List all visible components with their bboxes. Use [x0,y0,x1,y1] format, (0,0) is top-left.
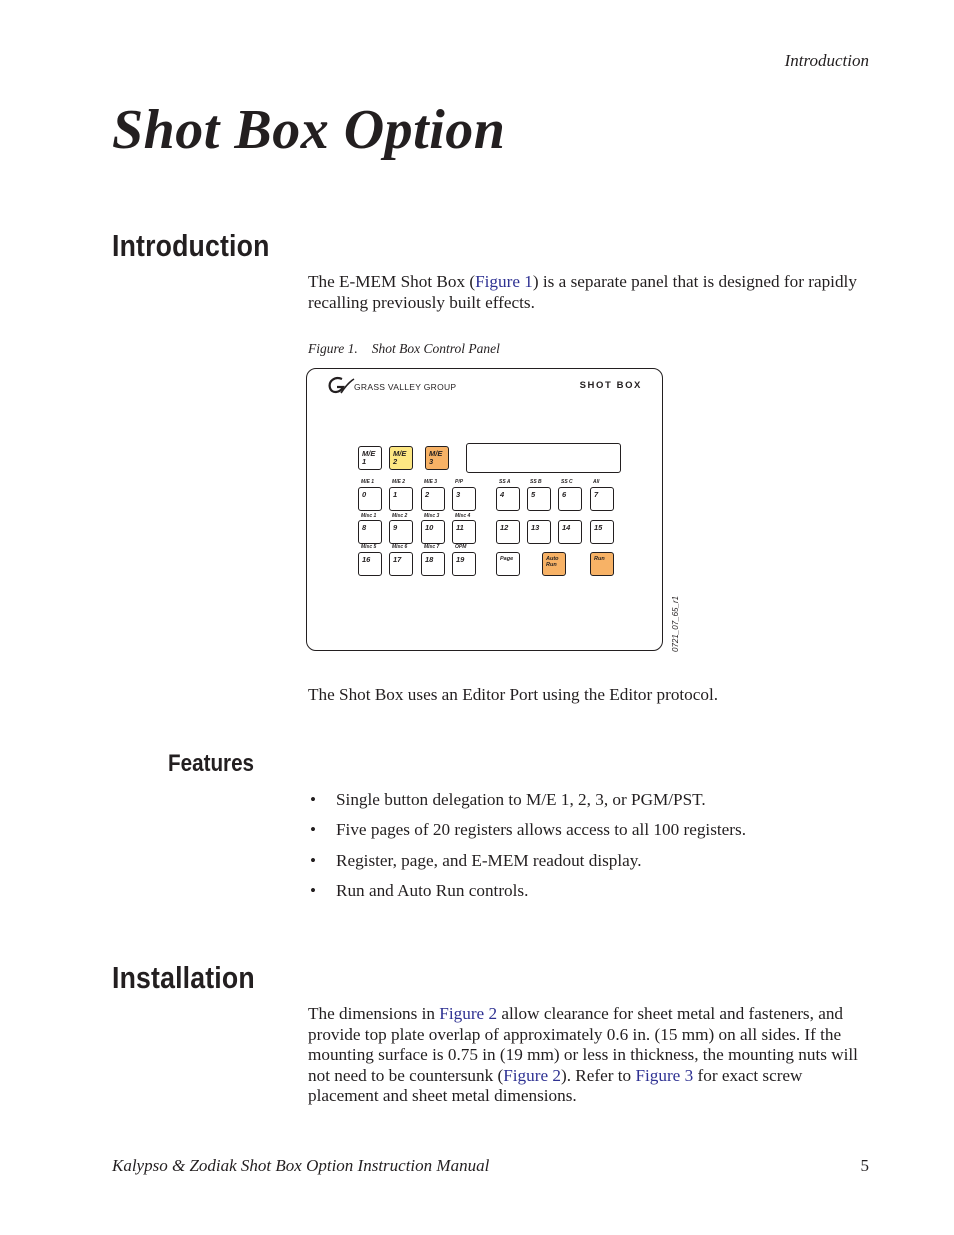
me-1-button[interactable]: M/E 1 [358,446,382,470]
register-6-button[interactable]: 6 [558,487,582,511]
introduction-heading: Introduction [112,228,270,263]
me-3-button[interactable]: M/E 3 [425,446,449,470]
footer-page-number: 5 [860,1156,869,1175]
footer-manual-title: Kalypso & Zodiak Shot Box Option Instruction Manual [112,1156,490,1175]
register-5-button[interactable]: 5 [527,487,551,511]
button-label: Misc 2 [392,513,408,519]
editor-port-paragraph: The Shot Box uses an Editor Port using the Editor protocol. [308,685,719,704]
installation-heading: Installation [112,960,255,995]
bullet-icon: • [310,880,317,900]
register-8-button[interactable]: 8 [358,520,382,544]
button-label: Misc 5 [361,544,377,550]
bullet-icon: • [310,790,317,809]
register-17-button[interactable]: 17 [389,552,413,576]
button-label: Misc 7 [424,544,440,550]
register-10-button[interactable]: 10 [421,520,445,544]
panel-title: SHOT BOX [579,380,642,391]
figure-title: Shot Box Control Panel [371,341,500,356]
button-label: OPM [455,544,467,550]
button-label: P/P [455,479,464,485]
list-item-text: Register, page, and E-MEM readout display. [336,850,642,870]
register-3-button[interactable]: 3 [452,487,476,511]
register-9-button[interactable]: 9 [389,520,413,544]
bullet-icon: • [310,820,317,840]
list-item-text: Five pages of 20 registers allows access to all 100 registers. [336,820,747,840]
intro-paragraph [308,272,874,313]
figure-2-link[interactable]: Figure 2 [439,1004,498,1023]
list-item [308,849,746,879]
readout-display [466,443,621,473]
figure-label: Figure 1. [308,341,358,356]
figure-2-link[interactable]: Figure 2 [503,1065,561,1085]
installation-text-2: allow clearance for sheet metal and fasteners, and provide top plate overlap of approximately 0.6 in. (15 mm) on all sides. If the mounting surface is 0.75 in (19 mm) or less in thickness, the mounting nuts will not need to be countersunk ( [308,1004,858,1085]
button-label: SS A [499,479,511,485]
run-button[interactable]: Run [590,552,614,576]
button-label: M/E 3 [424,479,438,485]
register-12-button[interactable]: 12 [496,520,520,544]
list-item [308,879,746,909]
grass-valley-logo-icon [327,375,355,397]
register-0-button[interactable]: 0 [358,487,382,511]
button-label: M/E 2 [392,479,406,485]
button-label: M/E 1 [361,479,375,485]
register-16-button[interactable]: 16 [358,552,382,576]
features-heading: Features [168,750,255,777]
register-1-button[interactable]: 1 [389,487,413,511]
register-19-button[interactable]: 19 [452,552,476,576]
button-label: Misc 1 [361,513,377,519]
figure-3-link[interactable]: Figure 3 [635,1065,694,1085]
installation-text-1: The dimensions in [308,1004,440,1023]
features-list [308,788,746,909]
register-4-button[interactable]: 4 [496,487,520,511]
list-item [308,788,746,818]
page-title: Shot Box Option [112,99,506,161]
installation-text-3: ). Refer to [560,1065,636,1085]
list-item [308,818,746,848]
button-label: SS C [561,479,573,485]
register-11-button[interactable]: 11 [452,520,476,544]
bullet-icon: • [310,850,317,870]
intro-text-1: The E-MEM Shot Box ( [308,272,476,291]
running-head: Introduction [784,51,869,70]
list-item-text: Single button delegation to M/E 1, 2, 3, or PGM/PST. [336,790,706,809]
installation-text-4: for exact screw placement and sheet metal dimensions. [308,1065,803,1105]
me-2-button[interactable]: M/E 2 [389,446,413,470]
shot-box-panel [306,368,663,651]
logo-text: GRASS VALLEY GROUP [354,382,457,392]
figure-reference-number: 0721_07_65_r1 [671,595,680,652]
intro-text-2: ) is a separate panel that is designed for rapidly recalling previously built effects. [308,272,857,312]
button-label: SS B [530,479,542,485]
page-button[interactable]: Page [496,552,520,576]
register-2-button[interactable]: 2 [421,487,445,511]
button-label: All [593,479,600,485]
register-7-button[interactable]: 7 [590,487,614,511]
list-item-text: Run and Auto Run controls. [336,880,529,900]
button-label: Misc 4 [455,513,471,519]
register-13-button[interactable]: 13 [527,520,551,544]
figure-1-link[interactable]: Figure 1 [475,272,533,291]
installation-paragraph [308,1004,874,1107]
button-label: Misc 6 [392,544,408,550]
auto-run-button[interactable]: Auto Run [542,552,566,576]
register-14-button[interactable]: 14 [558,520,582,544]
register-18-button[interactable]: 18 [421,552,445,576]
figure-1-caption [308,341,500,357]
register-15-button[interactable]: 15 [590,520,614,544]
button-label: Misc 3 [424,513,440,519]
